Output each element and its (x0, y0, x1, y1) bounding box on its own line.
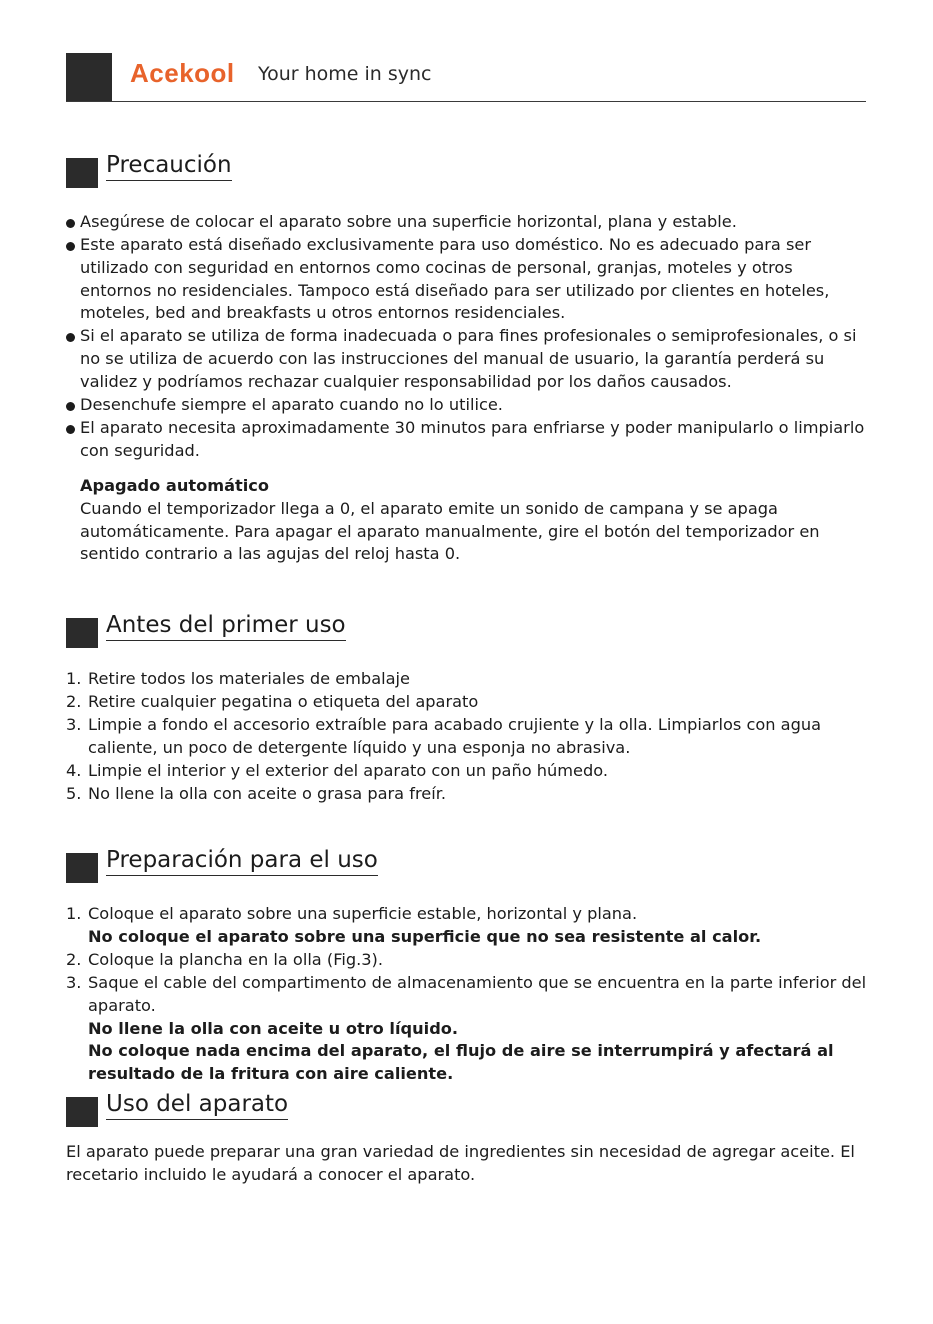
list-item: 4. Limpie el interior y el exterior del aparato con un paño húmedo. (66, 761, 609, 780)
section-title: Antes del primer uso (106, 612, 346, 641)
list-item: 5. No llene la olla con aceite o grasa para freír. (66, 784, 447, 803)
bullet-icon (66, 425, 75, 434)
list-item: 3. Saque el cable del compartimento de almacenamiento que se encuentra en la parte inferior del aparato. No llene la olla con aceite u otro líquido. No coloque nada encima del aparato, el flujo de aire se interrumpirá y afectará al resultado de la fritura con aire caliente. (66, 972, 868, 1086)
list-item: Desenchufe siempre el aparato cuando no lo utilice. (66, 394, 866, 417)
list-item: Asegúrese de colocar el aparato sobre una superficie horizontal, plana y estable. (66, 211, 866, 234)
bullet-icon (66, 242, 75, 251)
brand-tagline: Your home in sync (258, 63, 432, 85)
list-item: 2. Retire cualquier pegatina o etiqueta del aparato (66, 692, 479, 711)
section-title: Uso del aparato (106, 1091, 288, 1120)
heading-square (66, 1097, 98, 1127)
heading-square (66, 618, 98, 648)
bullet-icon (66, 333, 75, 342)
bullet-icon (66, 402, 75, 411)
subheading: Apagado automático (80, 476, 269, 495)
bullet-icon (66, 219, 75, 228)
uso-paragraph: El aparato puede preparar una gran variedad de ingredientes sin necesidad de agregar aceite. El recetario incluido le ayudará a conocer el aparato. (66, 1142, 855, 1184)
warning-text: No coloque nada encima del aparato, el flujo de aire se interrumpirá y afectará al resultado de la fritura con aire caliente. (88, 1041, 834, 1084)
auto-off-note (80, 475, 870, 566)
subtext: Cuando el temporizador llega a 0, el aparato emite un sonido de campana y se apaga automáticamente. Para apagar el aparato manualmente, gire el botón del temporizador en sentido contrario a las agujas del reloj hasta 0. (80, 498, 820, 564)
warning-text: No llene la olla con aceite u otro líquido. (88, 1018, 459, 1038)
brand-logo: Acekool (130, 58, 235, 88)
page-header (66, 53, 866, 102)
list-item: 1. Retire todos los materiales de embalaje (66, 669, 410, 688)
section-title: Precaución (106, 152, 232, 181)
heading-square (66, 853, 98, 883)
list-item: Este aparato está diseñado exclusivamente para uso doméstico. No es adecuado para ser utilizado con seguridad en entornos como cocinas de personal, granjas, moteles y otros entornos no residenciales. Tampoco está diseñado para ser utilizado por clientes en hoteles, moteles, bed and breakfasts u otros entornos residenciales. (66, 234, 866, 325)
list-item: El aparato necesita aproximadamente 30 minutos para enfriarse y poder manipularlo o limpiarlo con seguridad. (66, 417, 866, 463)
list-item: 3. Limpie a fondo el accesorio extraíble para acabado crujiente y la olla. Limpiarlos con agua caliente, un poco de detergente líquido y una esponja no abrasiva. (66, 715, 822, 757)
heading-square (66, 158, 98, 188)
list-item: Si el aparato se utiliza de forma inadecuada o para fines profesionales o semiprofesionales, o si no se utiliza de acuerdo con las instrucciones del manual de usuario, la garantía perderá su validez y podríamos rechazar cualquier responsabilidad por los daños causados. (66, 325, 866, 393)
list-item: 1. Coloque el aparato sobre una superficie estable, horizontal y plana. No coloque el aparato sobre una superficie que no sea resistente al calor. (66, 903, 868, 949)
list-item: 2. Coloque la plancha en la olla (Fig.3). (66, 950, 384, 969)
section-title: Preparación para el uso (106, 847, 378, 876)
header-block (66, 53, 112, 101)
warning-text: No coloque el aparato sobre una superficie que no sea resistente al calor. (88, 926, 762, 946)
